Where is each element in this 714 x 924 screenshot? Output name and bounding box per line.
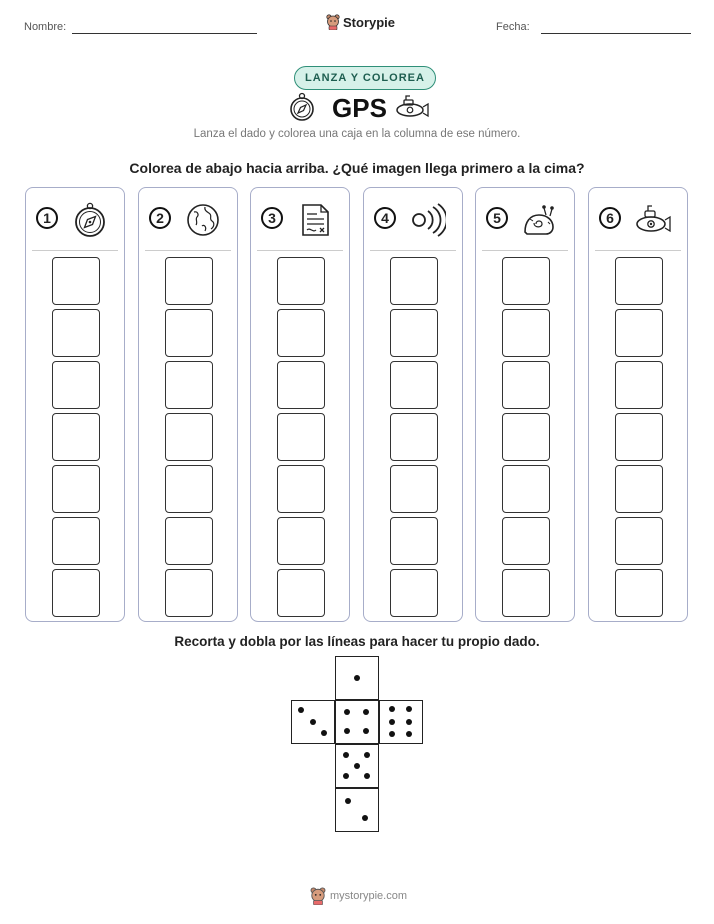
color-box[interactable] bbox=[277, 465, 325, 513]
column-divider bbox=[595, 250, 681, 251]
map-document-icon bbox=[297, 202, 333, 238]
color-box[interactable] bbox=[390, 309, 438, 357]
color-box[interactable] bbox=[615, 465, 663, 513]
column-number: 2 bbox=[149, 207, 171, 229]
column-5 bbox=[475, 187, 575, 622]
die-pip bbox=[310, 719, 316, 725]
die-pip bbox=[354, 675, 360, 681]
color-box[interactable] bbox=[52, 257, 100, 305]
color-box[interactable] bbox=[52, 465, 100, 513]
compass-icon bbox=[72, 202, 108, 238]
color-box[interactable] bbox=[165, 309, 213, 357]
color-box[interactable] bbox=[277, 257, 325, 305]
column-divider bbox=[32, 250, 118, 251]
column-1 bbox=[25, 187, 125, 622]
page-title: GPS bbox=[332, 93, 387, 123]
color-box[interactable] bbox=[165, 517, 213, 565]
color-box[interactable] bbox=[390, 257, 438, 305]
column-divider bbox=[257, 250, 343, 251]
name-label: Nombre: bbox=[24, 21, 67, 33]
color-box[interactable] bbox=[165, 465, 213, 513]
color-box[interactable] bbox=[502, 257, 550, 305]
die-face-6 bbox=[379, 700, 423, 744]
die-pip bbox=[389, 706, 395, 712]
color-box[interactable] bbox=[390, 517, 438, 565]
color-box[interactable] bbox=[615, 569, 663, 617]
signal-waves-icon bbox=[410, 202, 446, 238]
color-box[interactable] bbox=[502, 413, 550, 461]
die-face-4 bbox=[335, 700, 379, 744]
die-pip bbox=[364, 773, 370, 779]
date-line[interactable] bbox=[541, 33, 691, 34]
color-box[interactable] bbox=[502, 361, 550, 409]
color-box[interactable] bbox=[502, 465, 550, 513]
column-number: 6 bbox=[599, 207, 621, 229]
die-face-3 bbox=[291, 700, 335, 744]
brand-name: Storypie bbox=[343, 14, 396, 30]
snail-icon bbox=[522, 202, 558, 238]
date-label: Fecha: bbox=[496, 21, 530, 33]
column-number: 4 bbox=[374, 207, 396, 229]
color-box[interactable] bbox=[277, 413, 325, 461]
brand-logo bbox=[326, 14, 395, 30]
color-box[interactable] bbox=[390, 413, 438, 461]
color-box[interactable] bbox=[52, 569, 100, 617]
column-divider bbox=[370, 250, 456, 251]
die-pip bbox=[344, 709, 350, 715]
page-subtitle: Lanza el dado y colorea una caja en la columna de ese número. bbox=[193, 128, 521, 140]
column-4 bbox=[363, 187, 463, 622]
footer bbox=[310, 887, 407, 905]
color-box[interactable] bbox=[52, 413, 100, 461]
compass-title-icon bbox=[288, 92, 316, 122]
color-box[interactable] bbox=[615, 309, 663, 357]
die-pip bbox=[344, 728, 350, 734]
color-box[interactable] bbox=[615, 361, 663, 409]
column-2 bbox=[138, 187, 238, 622]
die-pip bbox=[354, 763, 360, 769]
color-box[interactable] bbox=[165, 569, 213, 617]
instruction-bottom: Recorta y dobla por las líneas para hacer tu propio dado. bbox=[174, 634, 540, 649]
submarine-icon bbox=[635, 202, 671, 238]
color-box[interactable] bbox=[390, 465, 438, 513]
die-pip bbox=[362, 815, 368, 821]
column-number: 5 bbox=[486, 207, 508, 229]
bear-mascot-footer-icon bbox=[310, 887, 326, 905]
column-divider bbox=[145, 250, 231, 251]
color-box[interactable] bbox=[390, 361, 438, 409]
color-box[interactable] bbox=[165, 361, 213, 409]
die-pip bbox=[343, 752, 349, 758]
column-divider bbox=[482, 250, 568, 251]
globe-icon bbox=[185, 202, 221, 238]
color-box[interactable] bbox=[502, 517, 550, 565]
die-face-1 bbox=[335, 656, 379, 700]
color-box[interactable] bbox=[52, 517, 100, 565]
die-pip bbox=[406, 706, 412, 712]
die-pip bbox=[406, 719, 412, 725]
die-pip bbox=[321, 730, 327, 736]
column-number: 3 bbox=[261, 207, 283, 229]
instruction-top: Colorea de abajo hacia arriba. ¿Qué imagen llega primero a la cima? bbox=[129, 160, 585, 176]
die-pip bbox=[389, 731, 395, 737]
die-face-5 bbox=[335, 744, 379, 788]
die-pip bbox=[364, 752, 370, 758]
color-box[interactable] bbox=[390, 569, 438, 617]
footer-url: mystorypie.com bbox=[330, 890, 408, 902]
color-box[interactable] bbox=[277, 309, 325, 357]
color-box[interactable] bbox=[277, 517, 325, 565]
die-pip bbox=[363, 728, 369, 734]
die-pip bbox=[406, 731, 412, 737]
column-number: 1 bbox=[36, 207, 58, 229]
activity-badge: LANZA Y COLOREA bbox=[294, 66, 436, 90]
color-box[interactable] bbox=[615, 517, 663, 565]
bear-mascot-icon bbox=[326, 14, 340, 30]
color-box[interactable] bbox=[502, 309, 550, 357]
column-6 bbox=[588, 187, 688, 622]
color-box[interactable] bbox=[277, 361, 325, 409]
name-line[interactable] bbox=[72, 33, 257, 34]
color-box[interactable] bbox=[615, 413, 663, 461]
die-pip bbox=[345, 798, 351, 804]
color-box[interactable] bbox=[165, 413, 213, 461]
submarine-title-icon bbox=[395, 94, 429, 120]
color-box[interactable] bbox=[277, 569, 325, 617]
die-pip bbox=[298, 707, 304, 713]
color-box[interactable] bbox=[52, 309, 100, 357]
die-pip bbox=[363, 709, 369, 715]
color-box[interactable] bbox=[52, 361, 100, 409]
die-pip bbox=[343, 773, 349, 779]
color-box[interactable] bbox=[165, 257, 213, 305]
color-box[interactable] bbox=[615, 257, 663, 305]
color-box[interactable] bbox=[502, 569, 550, 617]
die-face-2 bbox=[335, 788, 379, 832]
die-pip bbox=[389, 719, 395, 725]
column-3 bbox=[250, 187, 350, 622]
